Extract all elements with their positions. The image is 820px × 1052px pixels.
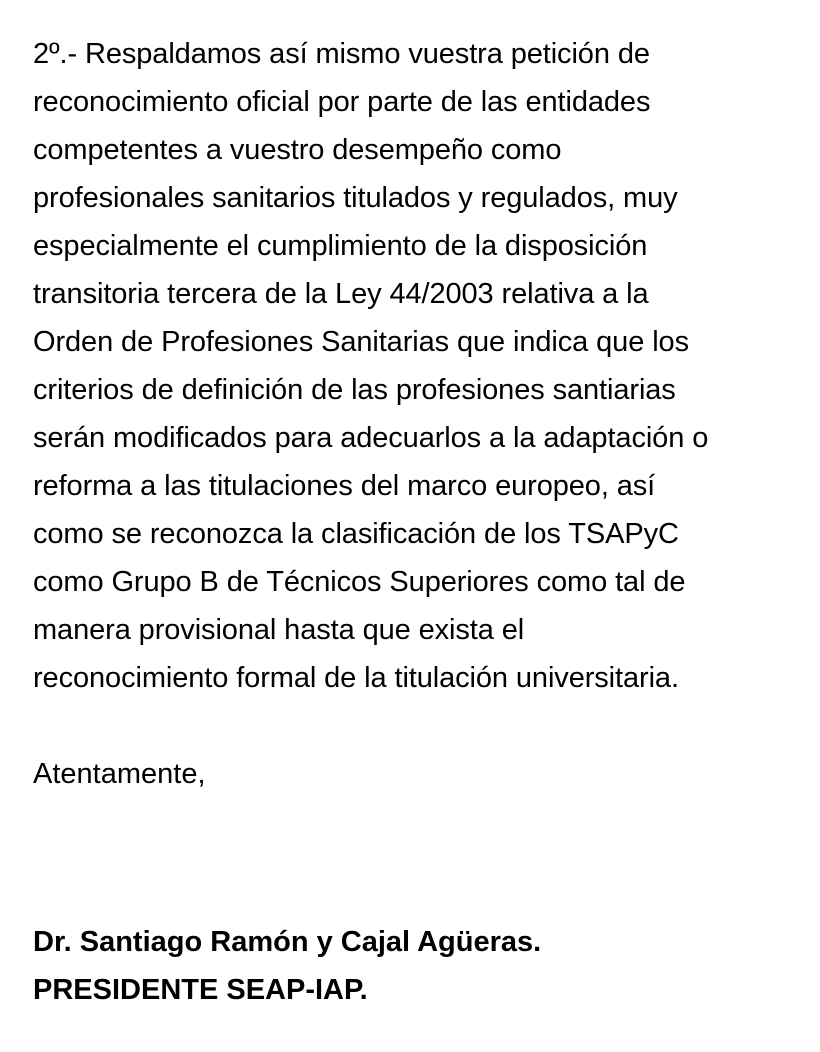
- paragraph-line: como Grupo B de Técnicos Superiores como tal de: [33, 566, 686, 598]
- paragraph-line: competentes a vuestro desempeño como: [33, 134, 562, 166]
- paragraph-line: manera provisional hasta que exista el: [33, 614, 525, 646]
- paragraph-line: reconocimiento formal de la titulación universitaria.: [33, 662, 679, 694]
- paragraph-line: reforma a las titulaciones del marco europeo, así: [33, 470, 656, 502]
- signature-block: [33, 918, 803, 1014]
- body-paragraph: [33, 30, 803, 702]
- paragraph-line: serán modificados para adecuarlos a la adaptación o: [33, 422, 709, 454]
- paragraph-line: como se reconozca la clasificación de los TSAPyC: [33, 518, 679, 550]
- closing-salutation: Atentamente,: [33, 758, 206, 790]
- paragraph-line: profesionales sanitarios titulados y regulados, muy: [33, 182, 678, 214]
- signatory-name: Dr. Santiago Ramón y Cajal Agüeras.: [33, 926, 542, 958]
- paragraph-line: 2º.- Respaldamos así mismo vuestra petición de: [33, 38, 650, 70]
- paragraph-line: reconocimiento oficial por parte de las entidades: [33, 86, 651, 118]
- letter-page: [33, 30, 803, 1014]
- paragraph-line: transitoria tercera de la Ley 44/2003 relativa a la: [33, 278, 649, 310]
- paragraph-line: especialmente el cumplimiento de la disposición: [33, 230, 648, 262]
- signatory-title: PRESIDENTE SEAP-IAP.: [33, 974, 368, 1006]
- paragraph-line: criterios de definición de las profesiones santiarias: [33, 374, 676, 406]
- paragraph-line: Orden de Profesiones Sanitarias que indica que los: [33, 326, 689, 358]
